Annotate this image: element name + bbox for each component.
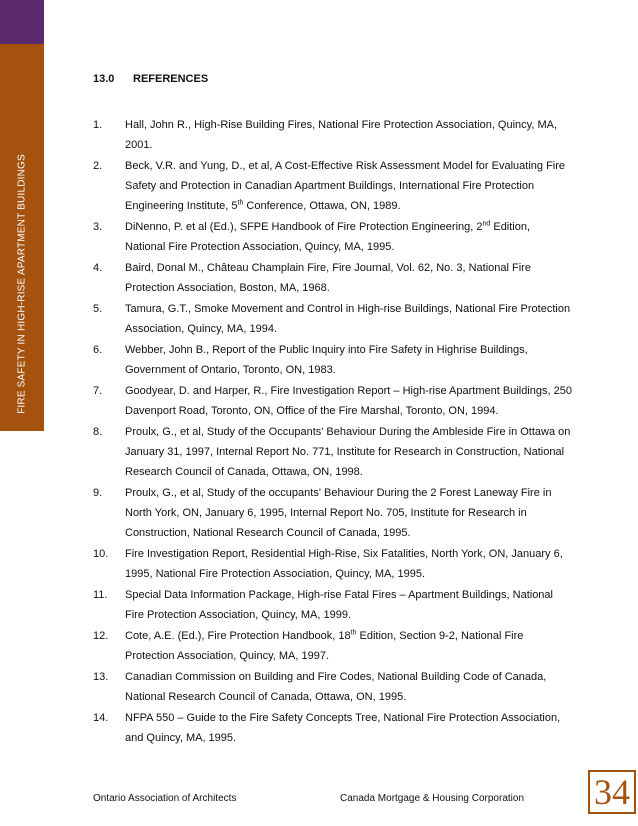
- references-list: [93, 115, 573, 749]
- reference-text: Proulx, G., et al, Study of the Occupants' Behaviour During the Ambleside Fire in Ottawa on January 31, 1997, Internal Report No. 771, Institute for Research in Construction, National Research Council of Canada, Ottawa, ON, 1998.: [125, 426, 571, 478]
- reference-number: 5.: [93, 303, 103, 315]
- reference-number: 11.: [93, 589, 108, 601]
- reference-number: 14.: [93, 712, 109, 724]
- reference-text: DiNenno, P. et al (Ed.), SFPE Handbook of Fire Protection Engineering, 2nd Edition, National Fire Protection Association, Quincy, MA, 1995.: [125, 220, 531, 253]
- reference-item: [93, 299, 573, 339]
- reference-text: Hall, John R., High-Rise Building Fires, National Fire Protection Association, Quincy, MA, 2001.: [125, 119, 558, 151]
- reference-text: NFPA 550 – Guide to the Fire Safety Concepts Tree, National Fire Protection Association, and Quincy, MA, 1995.: [125, 712, 561, 744]
- reference-text: Special Data Information Package, High-rise Fatal Fires – Apartment Buildings, National Fire Protection Association, Quincy, MA, 1999.: [125, 589, 553, 621]
- reference-item: [93, 585, 573, 625]
- sidebar-title: FIRE SAFETY IN HIGH-RISE APARTMENT BUILDINGS: [16, 154, 28, 414]
- reference-item: [93, 115, 573, 155]
- reference-item: [93, 258, 573, 298]
- footer-left: Ontario Association of Architects: [93, 793, 237, 804]
- reference-item: [93, 708, 573, 748]
- reference-number: 6.: [93, 344, 103, 356]
- reference-text: Fire Investigation Report, Residential High-Rise, Six Fatalities, North York, ON, January 6, 1995, National Fire Protection Association, Quincy, MA, 1995.: [125, 548, 563, 580]
- reference-item: [93, 156, 573, 216]
- reference-text: Proulx, G., et al, Study of the occupants' Behaviour During the 2 Forest Laneway Fire in North York, ON, January 6, 1995, Internal Report No. 705, Institute for Research in Construction, National Research Council of Canada, 1995.: [125, 487, 552, 539]
- reference-text: Cote, A.E. (Ed.), Fire Protection Handbook, 18th Edition, Section 9-2, National Fire Protection Association, Quincy, MA, 1997.: [125, 629, 524, 662]
- reference-item: [93, 626, 573, 666]
- reference-text: Goodyear, D. and Harper, R., Fire Investigation Report – High-rise Apartment Buildings, 250 Davenport Road, Toronto, ON, Office of the Fire Marshal, Toronto, ON, 1994.: [125, 385, 572, 417]
- reference-item: [93, 381, 573, 421]
- reference-item: [93, 217, 573, 257]
- reference-text: Canadian Commission on Building and Fire Codes, National Building Code of Canada, National Research Council of Canada, Ottawa, ON, 1995.: [125, 671, 547, 703]
- reference-number: 8.: [93, 426, 103, 438]
- footer-right: Canada Mortgage & Housing Corporation: [340, 793, 524, 804]
- reference-item: [93, 422, 573, 482]
- reference-item: [93, 483, 573, 543]
- reference-number: 3.: [93, 221, 103, 233]
- reference-number: 10.: [93, 548, 109, 560]
- reference-number: 13.: [93, 671, 109, 683]
- reference-item: [93, 544, 573, 584]
- sidebar-band: [0, 44, 44, 431]
- reference-text: Tamura, G.T., Smoke Movement and Control in High-rise Buildings, National Fire Protection Association, Quincy, MA, 1994.: [125, 303, 571, 335]
- reference-text: Webber, John B., Report of the Public Inquiry into Fire Safety in Highrise Buildings, Government of Ontario, Toronto, ON, 1983.: [125, 344, 528, 376]
- reference-item: [93, 340, 573, 380]
- reference-item: [93, 667, 573, 707]
- reference-number: 12.: [93, 630, 109, 642]
- reference-number: 4.: [93, 262, 103, 274]
- sidebar-top-band: [0, 0, 44, 44]
- reference-number: 1.: [93, 119, 103, 131]
- section-heading: [93, 73, 208, 85]
- page-number: 34: [588, 770, 636, 814]
- reference-text: Beck, V.R. and Yung, D., et al, A Cost-Effective Risk Assessment Model for Evaluating Fire Safety and Protection in Canadian Apartment Buildings, International Fire Protection Engineering Institute, 5th Conference, Ottawa, ON, 1989.: [125, 160, 566, 212]
- reference-number: 7.: [93, 385, 103, 397]
- reference-text: Baird, Donal M., Château Champlain Fire, Fire Journal, Vol. 62, No. 3, National Fire Protection Association, Boston, MA, 1968.: [125, 262, 531, 294]
- reference-number: 2.: [93, 160, 103, 172]
- reference-number: 9.: [93, 487, 103, 499]
- section-number: 13.0: [93, 73, 115, 85]
- section-title: REFERENCES: [133, 73, 209, 85]
